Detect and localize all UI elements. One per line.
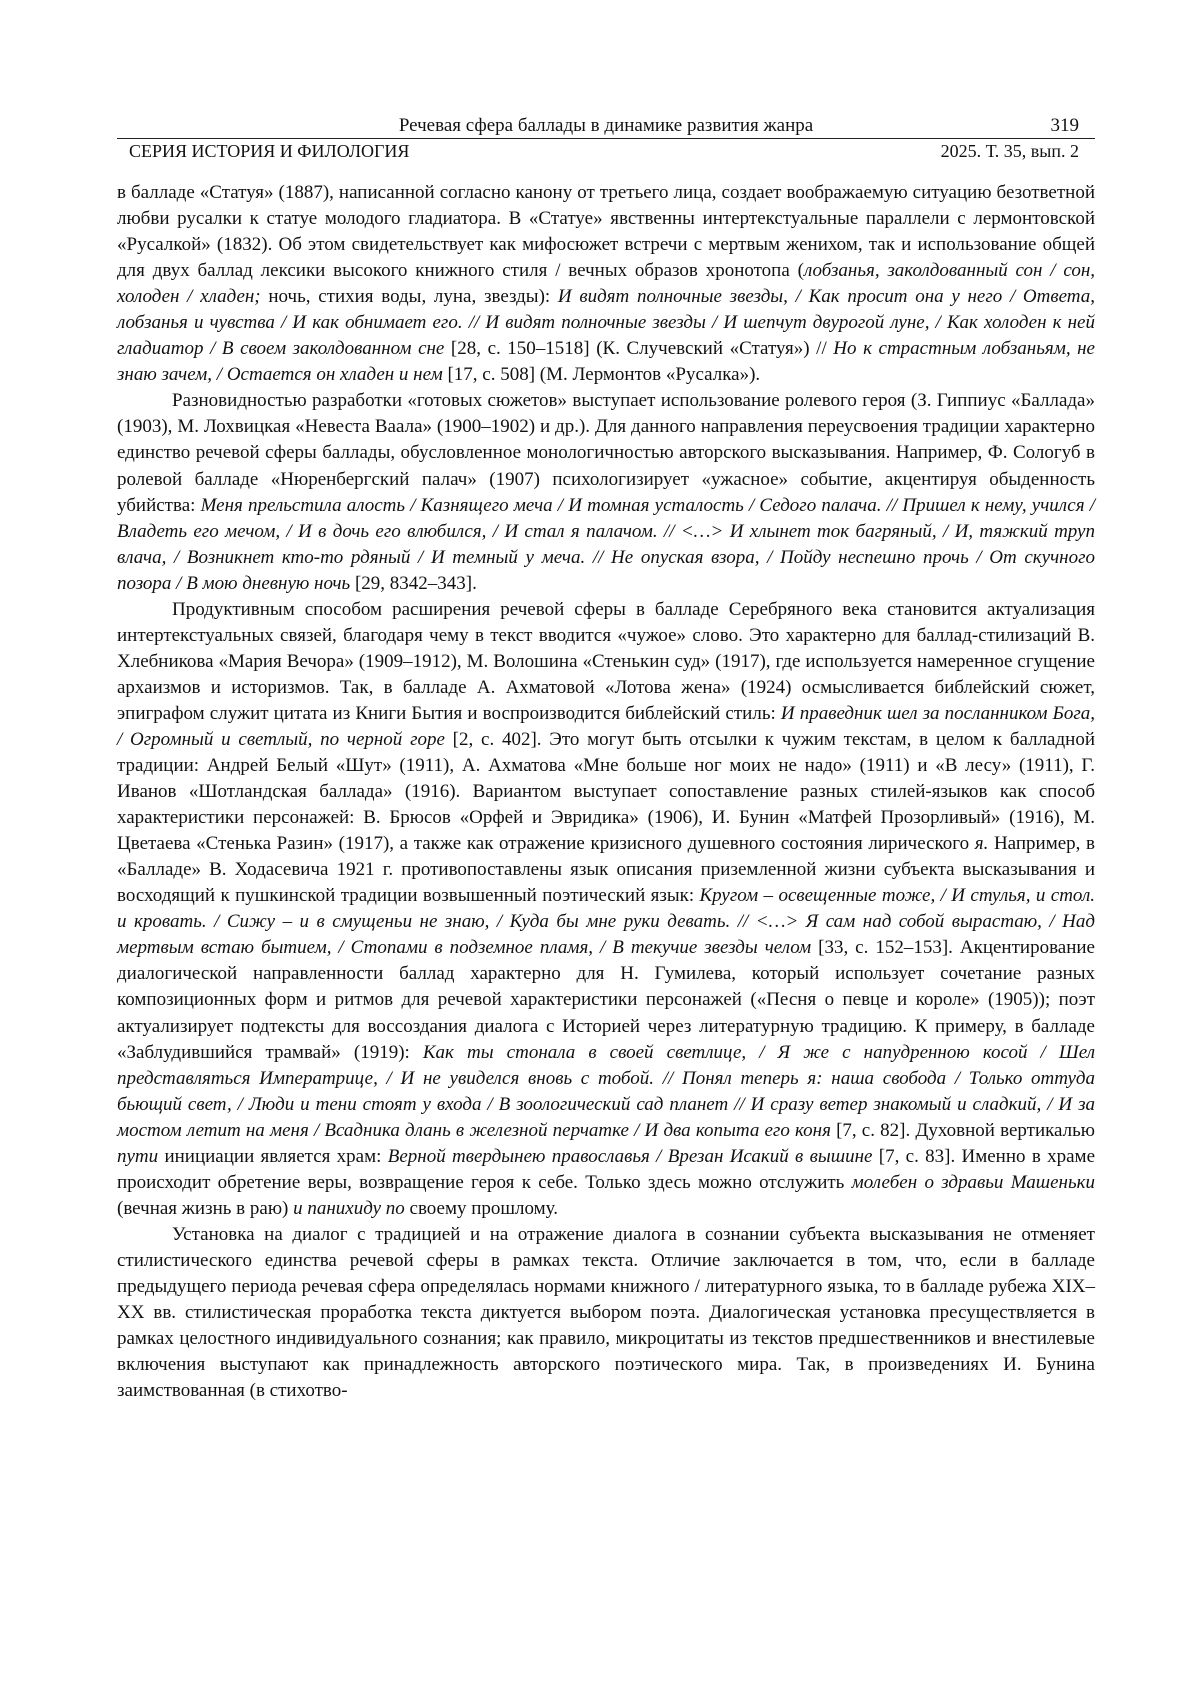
quotation-text: Кругом – освещенные тоже, / И стулья, и стол. и кровать. / Сижу – и в смущеньи не знаю, / Куда бы мне руки девать. // <…> Я сам над собой вырастаю, / Над мертвым встаю бытием, / Стопами в подземное пламя, / В текучие звезды челом — [117, 885, 1095, 958]
paragraph — [117, 1222, 1095, 1404]
volume-info: 2025. Т. 35, вып. 2 — [941, 139, 1079, 163]
quotation-text: Но к страстным лобзаньям, не знаю зачем, / Остается он хладен и нем — [117, 338, 1095, 385]
paragraph-text: ночь, стихия воды, луна, звезды): — [261, 286, 558, 307]
paragraph-text: [7, с. 82]. Духовной вертикалью — [831, 1120, 1095, 1141]
paragraph-text: Например, в «Балладе» В. Ходасевича 1921 г. противопоставлены язык описания приземленной жизни субъекта высказывания и восходящий к пушкинской традиции возвышенный поэтический язык: — [117, 833, 1095, 906]
quotation-text: И праведник шел за посланником Бога, / Огромный и светлый, по черной горе — [117, 703, 1095, 750]
paragraph — [117, 180, 1095, 388]
series-name: СЕРИЯ ИСТОРИЯ И ФИЛОЛОГИЯ — [129, 139, 409, 163]
paragraph-text: инициации является храм: — [158, 1146, 388, 1167]
article-body — [117, 180, 1095, 1404]
quotation-text: молебен о здравьи Машеньки — [852, 1172, 1095, 1193]
quotation-text: я. — [975, 833, 989, 854]
quotation-text: и панихиду по — [293, 1198, 405, 1219]
quotation-text: лобзанья, заколдованный сон / сон, холоден / хладен; — [117, 260, 1095, 307]
quotation-text: Верной твердынею православья / Врезан Исакий в вышине — [388, 1146, 873, 1167]
quotation-text: Меня прельстила алость / Казнящего меча / И томная усталость / Седого палача. // Пришел к нему, учился / Владеть его мечом, / И в дочь его влюбился, / И стал я палачом. // <…> И хлынет ток багряный, / И, тяжкий труп влача, / Возникнет кто-то рдяный / И темный у меча. // Не опуская взора, / Пойду неспешно прочь / От скучного позора / В мою дневную ночь — [117, 495, 1095, 594]
journal-page — [117, 114, 1095, 1404]
paragraph-text: [28, с. 150–1518] (К. Случевский «Статуя») // — [444, 338, 833, 359]
page-number: 319 — [1051, 114, 1080, 138]
paragraph-text: [7, с. 83]. Именно в храме происходит обретение веры, возвращение героя к себе. Только здесь можно отслужить — [117, 1146, 1095, 1193]
running-head — [117, 114, 1095, 139]
paragraph-text: в балладе «Статуя» (1887), написанной согласно канону от третьего лица, создает воображаемую ситуацию безответной любви русалки к статуе молодого гладиатора. В «Статуе» явственны интертекстуальные параллели с лермонтовской «Русалкой» (1832). Об этом свидетельствует как мифосюжет встречи с мертвым женихом, так и использование общей для двух баллад лексики высокого книжного стиля / вечных образов хронотопа ( — [117, 182, 1095, 281]
paragraph-text: Установка на диалог с традицией и на отражение диалога в сознании субъекта высказывания не отменяет стилистического единства речевой сферы в рамках текста. Отличие заключается в том, что, если в балладе предыдущего периода речевая сфера определялась нормами книжного / литературного языка, то в балладе рубежа XIX–XX вв. стилистическая проработка текста диктуется выбором поэта. Диалогическая установка пресуществляется в рамках целостного индивидуального сознания; как правило, микроцитаты из текстов предшественников и внестилевые включения выступают как принадлежность авторского поэтического мира. Так, в произведениях И. Бунина заимствованная (в стихотво- — [117, 1224, 1095, 1401]
paragraph-text: [2, с. 402]. Это могут быть отсылки к чужим текстам, в целом к балладной традиции: Андрей Белый «Шут» (1911), А. Ахматова «Мне больше ног моих не надо» (1911) и «В лесу» (1911), Г. Иванов «Шотландская баллада» (1916). Вариантом выступает сопоставление разных стилей-языков как способ характеристики персонажей: В. Брюсов «Орфей и Эвридика» (1906), И. Бунин «Матфей Прозорливый» (1916), М. Цветаева «Стенька Разин» (1917), а также как отражение кризисного душевного состояния лирического — [117, 729, 1095, 854]
paragraph — [117, 597, 1095, 1222]
paragraph-text: своему прошлому. — [405, 1198, 558, 1219]
paragraph-text: Продуктивным способом расширения речевой сферы в балладе Серебряного века становится актуализация интертекстуальных связей, благодаря чему в текст вводится «чужое» слово. Это характерно для баллад-стилизаций В. Хлебникова «Мария Вечора» (1909–1912), М. Волошина «Стенькин суд» (1917), где используется намеренное сгущение архаизмов и историзмов. Так, в балладе А. Ахматовой «Лотова жена» (1924) осмысливается библейский сюжет, эпиграфом служит цитата из Книги Бытия и воспроизводится библейский стиль: — [117, 599, 1095, 724]
paragraph — [117, 388, 1095, 596]
paragraph-text: [33, с. 152–153]. Акцентирование диалогической направленности баллад характерно для Н. Гумилева, который использует сочетание разных композиционных форм и ритмов для речевой характеристики персонажей («Песня о певце и короле» (1905)); поэт актуализирует подтексты для воссоздания диалога с Историей через литературную традицию. К примеру, в балладе «Заблудившийся трамвай» (1919): — [117, 937, 1095, 1062]
quotation-text: пути — [117, 1146, 158, 1167]
paragraph-text: [29, 8342–343]. — [350, 573, 477, 594]
paragraph-text: Разновидностью разработки «готовых сюжетов» выступает использование ролевого героя (З. Гиппиус «Баллада» (1903), М. Лохвицкая «Невеста Ваала» (1900–1902) и др.). Для данного направления переусвоения традиции характерно единство речевой сферы баллады, обусловленное монологичностью авторского высказывания. Например, Ф. Сологуб в ролевой балладе «Нюренбергский палач» (1907) психологизирует «ужасное» событие, акцентируя обыденность убийства: — [117, 390, 1095, 515]
paragraph-text: (вечная жизнь в раю) — [117, 1198, 293, 1219]
quotation-text: И видят полночные звезды, / Как просит она у него / Ответа, лобзанья и чувства / И как обнимает его. // И видят полночные звезды / И шепчут двурогой луне, / Как холоден к ней гладиатор / В своем заколдованном сне — [117, 286, 1095, 359]
paragraph-text: [17, с. 508] (М. Лермонтов «Русалка»). — [443, 364, 760, 385]
series-line — [117, 139, 1095, 163]
running-title: Речевая сфера баллады в динамике развития жанра — [117, 114, 1095, 138]
quotation-text: Как ты стонала в своей светлице, / Я же с напудренною косой / Шел представляться Императрице, / И не увиделся вновь с тобой. // Понял теперь я: наша свобода / Только оттуда бьющий свет, / Люди и тени стоят у входа / В зоологический сад планет // И сразу ветер знакомый и сладкий, / И за мостом летит на меня / Всадника длань в железной перчатке / И два копыта его коня — [117, 1042, 1095, 1141]
